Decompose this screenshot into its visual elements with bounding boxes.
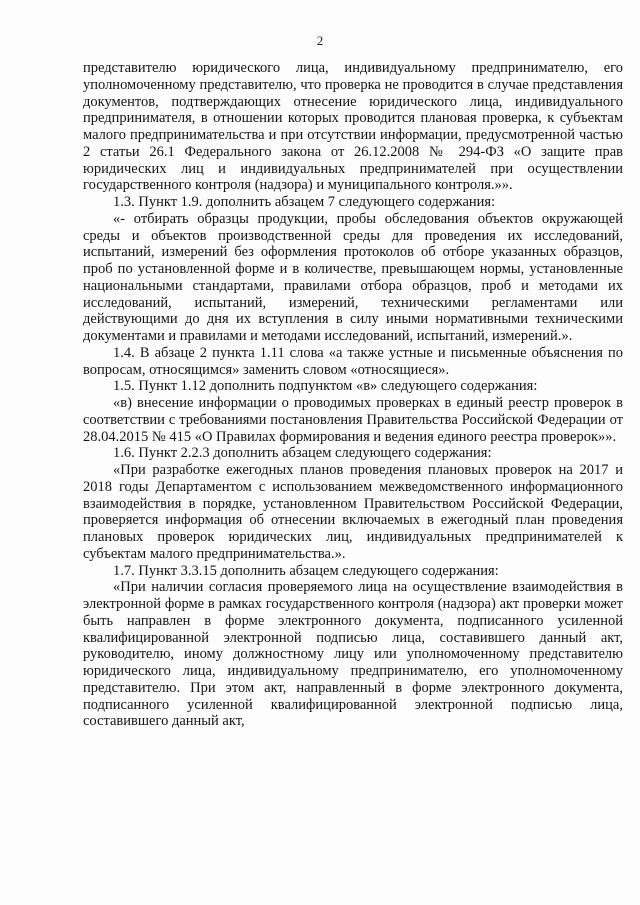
paragraph-quote-1-7: «При наличии согласия проверяемого лица на осуществление взаимодействия в электронной форме в рамках государственного контроля (надзора) акт проверки может быть направлен в форме электронного документа, подписанного усиленной квалифицированной электронной подписью лица, составившего данный акт, руководителю, иному должностному лицу или уполномоченному представителю юридического лица, индивидуальному предпринимателю, его уполномоченному представителю. При этом акт, направленный в форме электронного документа, подписанного усиленной квалифицированной электронной подписью лица, составившего данный акт,: [83, 579, 623, 730]
paragraph-item-1-4: 1.4. В абзаце 2 пункта 1.11 слова «а также устные и письменные объяснения по вопросам, относящимся» заменить словом «относящиеся».: [83, 344, 623, 378]
paragraph-item-1-5: 1.5. Пункт 1.12 дополнить подпунктом «в» следующего содержания:: [113, 378, 538, 395]
page-number: 2: [316, 33, 324, 48]
paragraph-quote-1-3: «- отбирать образцы продукции, пробы обследования объектов окружающей среды и объектов производственной среды для проведения их исследований, испытаний, измерений без оформления протоколов об отборе указанных образцов, проб по установленной форме и в количестве, превышающем нормы, установленные национальными стандартами, правилами отбора образцов, проб и методами их исследований, испытаний, измерений, техническими регламентами или действующими до дня их вступления в силу иными нормативными техническими документами и правилами и методами исследований, испытаний, измерений.».: [83, 210, 623, 344]
paragraph-quote-1-5: «в) внесение информации о проводимых проверках в единый реестр проверок в соответствии с требованиями постановления Правительства Российской Федерации от 28.04.2015 № 415 «О Правилах формирования и ведения единого реестра проверок»».: [83, 395, 623, 445]
document-body: [83, 60, 623, 730]
paragraph-item-1-3: 1.3. Пункт 1.9. дополнить абзацем 7 следующего содержания:: [113, 194, 496, 210]
paragraph-item-1-6: 1.6. Пункт 2.2.3 дополнить абзацем следующего содержания:: [113, 445, 492, 462]
paragraph-quote-1-6: «При разработке ежегодных планов проведения плановых проверок на 2017 и 2018 годы Департаментом с использованием межведомственного информационного взаимодействия в порядке, установленном Правительством Российской Федерации, проверяется информация об отнесении включаемых в ежегодный план проведения плановых проверок юридических лиц, индивидуальных предпринимателей к субъектам малого предпринимательства.».: [83, 462, 623, 562]
paragraph-item-1-7: 1.7. Пункт 3.3.15 дополнить абзацем следующего содержания:: [113, 562, 499, 579]
paragraph-continuation: представителю юридического лица, индивидуальному предпринимателю, его уполномоченному представителю, что проверка не проводится в случае представления документов, подтверждающих отнесение юридического лица, индивидуального предпринимателя, в отношении которых проводится плановая проверка, к субъектам малого предпринимательства и при отсутствии информации, предусмотренной частью 2 статьи 26.1 Федерального закона от 26.12.2008 № 294-ФЗ «О защите прав юридических лиц и индивидуальных предпринимателей при осуществлении государственного контроля (надзора) и муниципального контроля.»».: [83, 60, 623, 194]
